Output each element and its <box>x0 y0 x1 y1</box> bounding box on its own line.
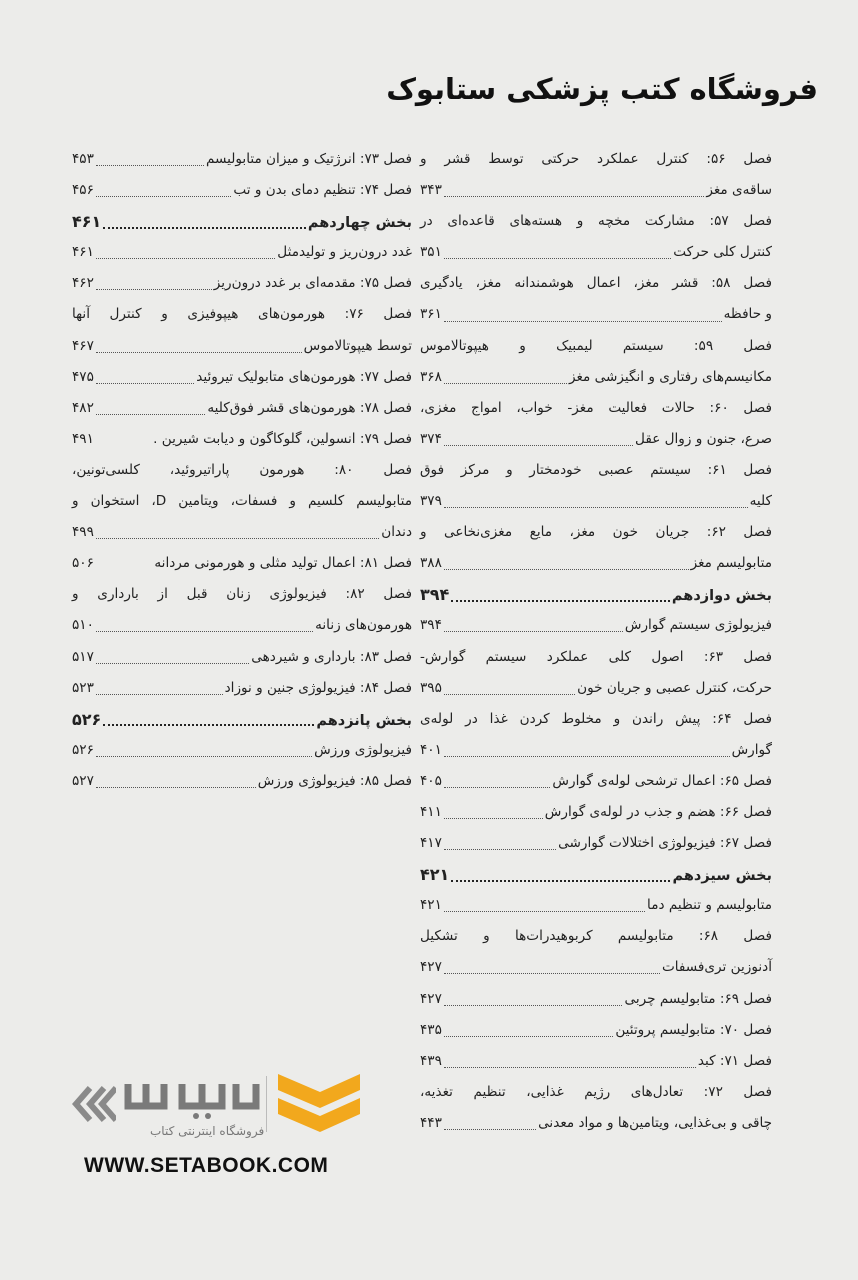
toc-section-heading <box>420 579 772 610</box>
dot-leader <box>444 246 671 259</box>
toc-page-number: ۴۱۷ <box>420 835 442 852</box>
toc-left-column <box>72 144 412 797</box>
toc-entry-title: کنترل کلی حرکت <box>673 244 772 261</box>
toc-entry <box>72 579 412 610</box>
dot-leader <box>444 1024 613 1037</box>
toc-page-number: ۴۷۵ <box>72 368 94 385</box>
toc-page-number: ۴۸۲ <box>72 399 94 416</box>
dot-leader <box>444 371 567 384</box>
toc-entry <box>420 299 772 330</box>
toc-entry <box>72 299 412 330</box>
toc-entry-title: فصل ۷۴: تنظیم دمای بدن و تب <box>233 182 412 199</box>
toc-entry-title: توسط هیپوتالاموس <box>303 337 412 354</box>
logo-wordmark <box>124 1076 260 1130</box>
toc-entry <box>420 984 772 1015</box>
dot-leader <box>96 651 249 664</box>
dot-leader <box>96 775 256 788</box>
toc-page-number: ۵۲۶ <box>72 709 102 729</box>
toc-entry <box>420 952 772 983</box>
toc-entry <box>420 828 772 859</box>
dot-leader <box>451 588 670 602</box>
toc-page-number: ۴۹۱ <box>72 430 94 447</box>
toc-page-number: ۵۰۶ <box>72 555 94 572</box>
dot-leader <box>444 744 730 757</box>
toc-entry <box>420 362 772 393</box>
toc-page-number: ۳۶۸ <box>420 368 442 385</box>
toc-entry <box>420 175 772 206</box>
toc-page-number: ۳۹۵ <box>420 679 442 696</box>
toc-entry <box>72 237 412 268</box>
toc-entry <box>420 517 772 548</box>
toc-page-number: ۴۳۵ <box>420 1021 442 1038</box>
toc-entry-title: فصل ۷۵: مقدمه‌ای بر غدد درون‌ریز <box>213 275 412 292</box>
toc-page-number: ۳۸۸ <box>420 555 442 572</box>
dot-leader <box>96 526 379 539</box>
dot-leader <box>444 837 556 850</box>
toc-entry <box>72 424 412 455</box>
logo-tagline: فروشگاه اینترنتی کتاب <box>150 1124 265 1138</box>
toc-entry-title: فصل ۶۲: جریان خون مغز، مایع مغزی‌نخاعی و <box>420 524 772 541</box>
toc-entry <box>420 766 772 797</box>
dot-leader <box>444 309 722 322</box>
toc-page-number: ۳۴۳ <box>420 182 442 199</box>
toc-entry <box>420 610 772 641</box>
toc-entry <box>72 393 412 424</box>
toc-entry-title: متابولیسم کلسیم و فسفات، ویتامین D، استخوان و <box>72 493 412 510</box>
toc-entry-title: بخش دوازدهم <box>671 588 772 605</box>
toc-entry-title: غدد درون‌ریز و تولیدمثل <box>277 244 412 261</box>
toc-page-number: ۴۲۱ <box>420 865 450 885</box>
toc-section-heading <box>420 859 772 890</box>
toc-entry-title: فصل ۷۹: انسولین، گلوکاگون و دیابت شیرین . <box>153 430 412 447</box>
toc-page-number: ۴۵۳ <box>72 151 94 167</box>
toc-entry <box>420 890 772 921</box>
toc-page-number: ۴۵۶ <box>72 182 94 199</box>
toc-entry-title: فصل ۵۶: کنترل عملکرد حرکتی توسط قشر و <box>420 151 772 167</box>
toc-entry <box>72 331 412 362</box>
toc-entry <box>420 393 772 424</box>
toc-entry-title: فصل ۸۱: اعمال تولید مثلی و هورمونی مردانه <box>154 555 412 572</box>
toc-entry-title: مکانیسم‌های رفتاری و انگیزشی مغز <box>568 368 772 385</box>
dot-leader <box>96 371 194 384</box>
toc-entry-title: فصل ۵۷: مشارکت مخچه و هسته‌های قاعده‌ای در <box>420 213 773 230</box>
toc-entry-title: فصل ۷۸: هورمون‌های قشر فوق‌کلیه <box>207 399 412 416</box>
dot-leader <box>444 993 623 1006</box>
dot-leader <box>451 868 670 882</box>
toc-entry-title: فصل ۶۰: حالات فعالیت مغز- خواب، امواج مغزی، <box>420 399 773 416</box>
toc-entry-title: دندان <box>381 524 412 541</box>
dot-leader <box>96 402 205 415</box>
toc-entry-title: کلیه <box>749 493 772 510</box>
toc-entry-title: فصل ۸۲: فیزیولوژی زنان قبل از بارداری و <box>72 586 412 603</box>
toc-page-number: ۵۲۶ <box>72 741 94 758</box>
toc-entry-title: هورمون‌های زنانه <box>315 617 412 634</box>
toc-entry-title: فصل ۷۰: متابولیسم پروتئین <box>615 1021 772 1038</box>
dot-leader <box>96 340 302 353</box>
toc-entry-title: فصل ۶۷: فیزیولوژی اختلالات گوارشی <box>558 835 772 852</box>
toc-entry <box>72 642 412 673</box>
toc-page-number: ۳۹۴ <box>420 585 450 605</box>
dot-leader <box>444 557 689 570</box>
toc-entry-title: فصل ۷۶: هورمون‌های هیپوفیزی و کنترل آنها <box>72 306 412 323</box>
toc-entry-title: فیزیولوژی سیستم گوارش <box>624 617 772 634</box>
toc-entry <box>420 797 772 828</box>
toc-entry <box>72 486 412 517</box>
toc-entry <box>420 1046 772 1077</box>
toc-entry-title: فصل ۸۳: بارداری و شیردهی <box>251 648 412 665</box>
toc-entry <box>72 766 412 797</box>
toc-entry <box>420 455 772 486</box>
dot-leader <box>444 806 543 819</box>
toc-entry <box>72 455 412 486</box>
toc-page-number: ۵۲۷ <box>72 772 94 789</box>
toc-entry-title: آدنوزین تری‌فسفات <box>661 959 772 976</box>
toc-entry-title: ساقه‌ی مغز <box>706 182 772 199</box>
dot-leader <box>444 1055 696 1068</box>
toc-page-number: ۴۴۳ <box>420 1114 442 1131</box>
toc-entry-title: حرکت، کنترل عصبی و جریان خون <box>577 679 772 696</box>
toc-entry-title: بخش سیزدهم <box>672 868 772 885</box>
toc-page-number: ۳۹۴ <box>420 617 442 634</box>
dot-leader <box>444 961 660 974</box>
toc-page-number: ۴۶۱ <box>72 244 94 261</box>
toc-page-number: ۳۷۴ <box>420 430 442 447</box>
toc-entry-title: فصل ۶۶: هضم و جذب در لوله‌ی گوارش <box>544 803 772 820</box>
toc-entry <box>420 673 772 704</box>
toc-page-number: ۴۱۱ <box>420 803 442 820</box>
toc-entry-title: فصل ۶۸: متابولیسم کربوهیدرات‌ها و تشکیل <box>420 928 772 945</box>
toc-entry <box>420 1015 772 1046</box>
toc-entry <box>420 206 772 237</box>
toc-entry <box>72 548 412 579</box>
toc-entry-title: فصل ۸۵: فیزیولوژی ورزش <box>257 772 412 789</box>
dot-leader <box>96 184 231 197</box>
toc-page-number: ۴۰۱ <box>420 741 442 758</box>
toc-entry-title: متابولیسم و تنظیم دما <box>647 897 772 914</box>
toc-page-number: ۵۱۰ <box>72 617 94 634</box>
dot-leader <box>444 433 633 446</box>
toc-entry <box>420 331 772 362</box>
toc-entry <box>420 1077 772 1108</box>
toc-entry <box>420 268 772 299</box>
toc-entry-title: بخش چهاردهم <box>307 215 412 232</box>
toc-entry <box>72 517 412 548</box>
toc-page-number: ۴۶۲ <box>72 275 94 292</box>
toc-entry <box>72 175 412 206</box>
dot-leader <box>96 277 212 290</box>
dot-leader <box>444 184 704 197</box>
toc-page-number: ۴۲۱ <box>420 897 442 914</box>
toc-entry-title: فصل ۶۴: پیش راندن و مخلوط کردن غذا در لوله‌ی <box>420 710 772 727</box>
toc-entry-title: فصل ۸۰: هورمون پاراتیروئید، کلسی‌تونین، <box>72 461 412 478</box>
toc-entry-title: و حافظه <box>723 306 772 323</box>
book-chevron-icon <box>274 1070 364 1144</box>
toc-entry-title: فصل ۸۴: فیزیولوژی جنین و نوزاد <box>224 679 412 696</box>
dot-leader <box>444 899 645 912</box>
toc-entry <box>420 704 772 735</box>
toc-entry-title: فصل ۶۵: اعمال ترشحی لوله‌ی گوارش <box>552 772 772 789</box>
toc-page-number: ۳۵۱ <box>420 244 442 261</box>
toc-entry-title: فصل ۷۱: کبد <box>697 1052 772 1069</box>
dot-leader <box>103 215 306 229</box>
toc-entry <box>420 735 772 766</box>
toc-right-column <box>420 144 772 1139</box>
toc-entry-title: فصل ۶۳: اصول کلی عملکرد سیستم گوارش- <box>420 648 773 665</box>
toc-entry <box>420 642 772 673</box>
dot-leader <box>444 619 623 632</box>
toc-entry <box>72 610 412 641</box>
toc-entry <box>72 268 412 299</box>
website-url[interactable]: WWW.SETABOOK.COM <box>84 1154 329 1177</box>
page-title: فروشگاه کتب پزشکی ستابوک <box>386 72 818 106</box>
toc-entry-title: فصل ۷۳: انرژتیک و میزان متابولیسم <box>205 151 412 167</box>
toc-entry-title: متابولیسم مغز <box>690 555 772 572</box>
toc-entry <box>420 1108 772 1139</box>
dot-leader <box>96 682 223 695</box>
toc-entry-title: فصل ۶۹: متابولیسم چربی <box>624 990 772 1007</box>
dot-leader <box>444 775 551 788</box>
toc-entry-title: فصل ۶۱: سیستم عصبی خودمختار و مرکز فوق <box>420 461 772 478</box>
toc-page-number: ۴۲۷ <box>420 959 442 976</box>
toc-entry <box>420 237 772 268</box>
dot-leader <box>444 495 748 508</box>
toc-entry-title: بخش پانزدهم <box>316 712 412 729</box>
chevron-arrows-icon <box>70 1084 116 1133</box>
toc-page-number: ۳۷۹ <box>420 493 442 510</box>
toc-entry-title: صرع، جنون و زوال عقل <box>635 430 772 447</box>
toc-section-heading <box>72 704 412 735</box>
toc-entry <box>72 735 412 766</box>
toc-entry-title: فیزیولوژی ورزش <box>314 741 412 758</box>
toc-page-number: ۴۹۹ <box>72 524 94 541</box>
toc-page-number: ۴۰۵ <box>420 772 442 789</box>
dot-leader <box>96 153 204 166</box>
toc-entry <box>72 362 412 393</box>
toc-entry-title: فصل ۵۸: قشر مغز، اعمال هوشمندانه مغز، یادگیری <box>420 275 773 292</box>
toc-section-heading <box>72 206 412 237</box>
toc-page-number: ۴۲۷ <box>420 990 442 1007</box>
toc-entry <box>72 673 412 704</box>
dot-leader <box>103 712 314 726</box>
toc-entry-title: چاقی و بی‌غذایی، ویتامین‌ها و مواد معدنی <box>538 1114 772 1131</box>
toc-page-number: ۵۲۳ <box>72 679 94 696</box>
toc-page-number: ۴۳۹ <box>420 1052 442 1069</box>
dot-leader <box>96 246 275 259</box>
toc-entry <box>72 144 412 175</box>
toc-entry <box>420 424 772 455</box>
toc-entry <box>420 921 772 952</box>
toc-page-number: ۴۶۷ <box>72 337 94 354</box>
toc-page-number: ۴۶۱ <box>72 212 102 232</box>
dot-leader <box>444 682 575 695</box>
toc-entry-title: فصل ۷۲: تعادل‌های رژیم غذایی، تنظیم تغذیه، <box>420 1083 772 1100</box>
logo-divider <box>266 1076 267 1132</box>
toc-page-number: ۵۱۷ <box>72 648 94 665</box>
dot-leader <box>444 1117 536 1130</box>
toc-entry <box>420 144 772 175</box>
toc-entry-title: فصل ۵۹: سیستم لیمبیک و هیپوتالاموس <box>420 337 772 354</box>
setabook-logo <box>70 1070 370 1150</box>
dot-leader <box>96 619 313 632</box>
toc-page-number: ۳۶۱ <box>420 306 442 323</box>
toc-entry-title: فصل ۷۷: هورمون‌های متابولیک تیروئید <box>196 368 412 385</box>
toc-entry <box>420 548 772 579</box>
toc-entry <box>420 486 772 517</box>
dot-leader <box>96 744 312 757</box>
toc-entry-title: گوارش <box>731 741 772 758</box>
